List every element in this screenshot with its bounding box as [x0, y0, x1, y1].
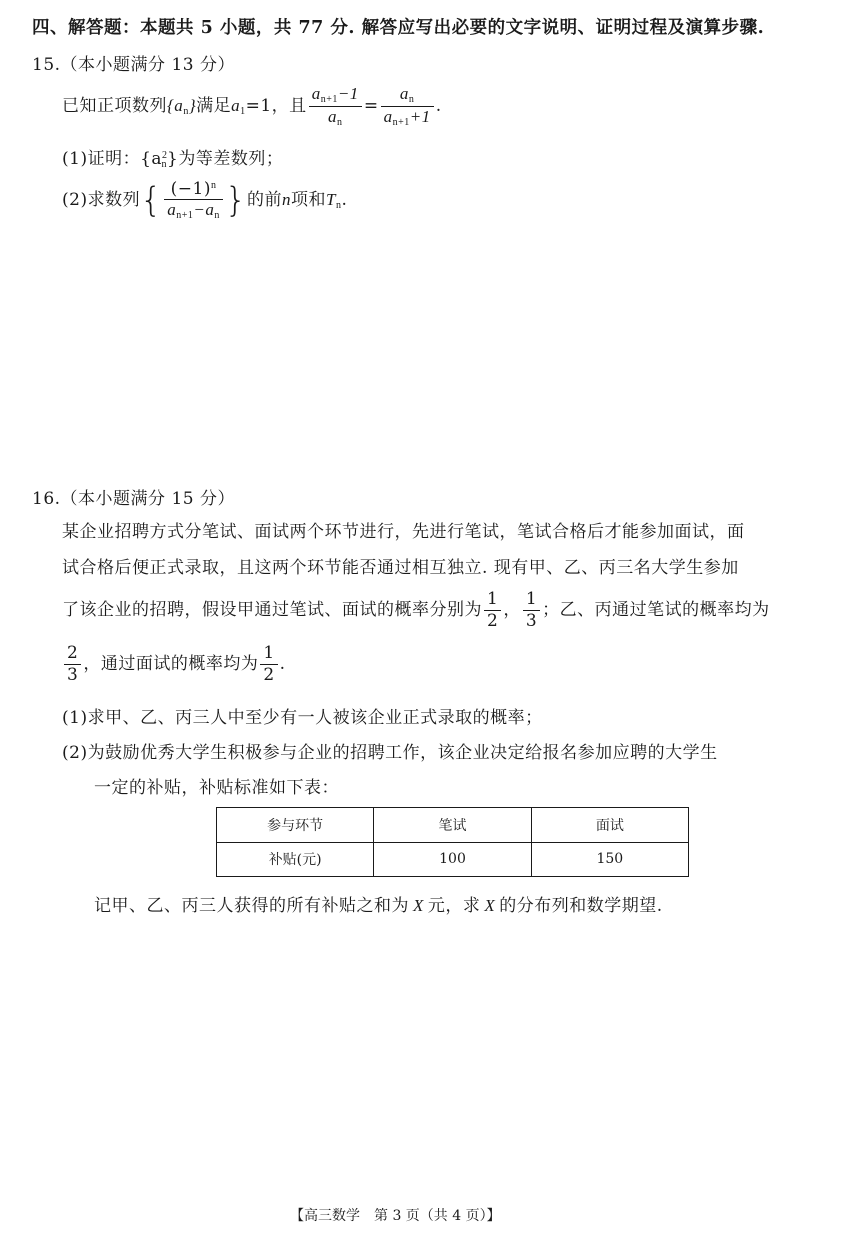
q15-a1: $a_1$: [231, 96, 246, 117]
q15-title: 15.（本小题满分 13 分）: [32, 55, 235, 75]
table-cell: 150: [531, 842, 688, 877]
q16-frac-half: $\frac{1}{2}$: [260, 644, 277, 684]
q16-line2: 试合格后便正式录取，且这两个环节能否通过相互独立. 现有甲、乙、丙三名大学生参加: [62, 558, 739, 578]
table-header-row: [217, 808, 689, 843]
table-row: [217, 842, 689, 877]
table-header-cell: 参与环节: [217, 808, 374, 843]
q16-frac-interview: $\frac{1}{3}$: [523, 590, 540, 630]
q16-part1: (1)求甲、乙、丙三人中至少有一人被该企业正式录取的概率；: [62, 708, 543, 728]
q15-frac-right: $\frac{a_n}{a_{n+1}+1}$: [381, 85, 434, 128]
q16-line1: 某企业招聘方式分笔试、面试两个环节进行，先进行笔试，笔试合格后才能参加面试，面: [62, 522, 745, 542]
table-header-cell: 笔试: [374, 808, 531, 843]
q15-seq: $\{a_n\}$: [167, 96, 197, 117]
q16-part2-line1: (2)为鼓励优秀大学生积极参与企业的招聘工作，该企业决定给报名参加应聘的大学生: [62, 743, 718, 763]
page-footer: 【高三数学 第 3 页（共 4 页）】: [290, 1208, 501, 1224]
table-header-cell: 面试: [531, 808, 688, 843]
q16-frac-written-exam: $\frac{1}{2}$: [484, 590, 501, 630]
q15-part2-frac: $\frac{(-1)^n}{a_{n+1}-a_n}$: [164, 180, 223, 222]
q16-line4: $\frac{2}{3}$ ，通过面试的概率均为 $\frac{1}{2}$ .: [62, 642, 286, 686]
q15-stem-prefix: 已知正项数列: [62, 96, 167, 116]
q15-stem: 已知正项数列$\{a_n\}$满足$a_1=1$，且 $\frac{a_{n+1}-1}{a_n}$ = $\frac{a_n}{a_{n+1}+1}$ .: [62, 84, 442, 128]
section-header: 四、解答题：本题共 5 小题，共 77 分. 解答应写出必要的文字说明、证明过程及演算步骤.: [32, 18, 765, 38]
q16-part2-line2: 一定的补贴，补贴标准如下表：: [94, 778, 339, 798]
q15-a1-value: =1，且: [245, 96, 307, 116]
q15-part2: (2)求数列{ $\frac{(-1)^n}{a_{n+1}-a_n}$ }的前n项和$T_n$.: [62, 178, 348, 222]
table-cell: 补贴(元): [217, 842, 374, 877]
q16-title: 16.（本小题满分 15 分）: [32, 489, 235, 509]
q15-stem-mid: 满足: [196, 96, 232, 116]
q16-line3: 了该企业的招聘，假设甲通过笔试、面试的概率分别为 $\frac{1}{2}$ ， $\frac{1}{3}$ ；乙、丙通过笔试的概率均为: [62, 589, 770, 631]
subsidy-table: [216, 807, 689, 877]
q16-final-question: 记甲、乙、丙三人获得的所有补贴之和为 X 元，求 X 的分布列和数学期望.: [94, 896, 663, 916]
q15-part1: (1)证明：$\{a^2_n\}$为等差数列；: [62, 149, 284, 170]
table-cell: 100: [374, 842, 531, 877]
q15-frac-left: $\frac{a_{n+1}-1}{a_n}$: [309, 85, 362, 128]
q16-frac-two-thirds: $\frac{2}{3}$: [64, 644, 81, 684]
